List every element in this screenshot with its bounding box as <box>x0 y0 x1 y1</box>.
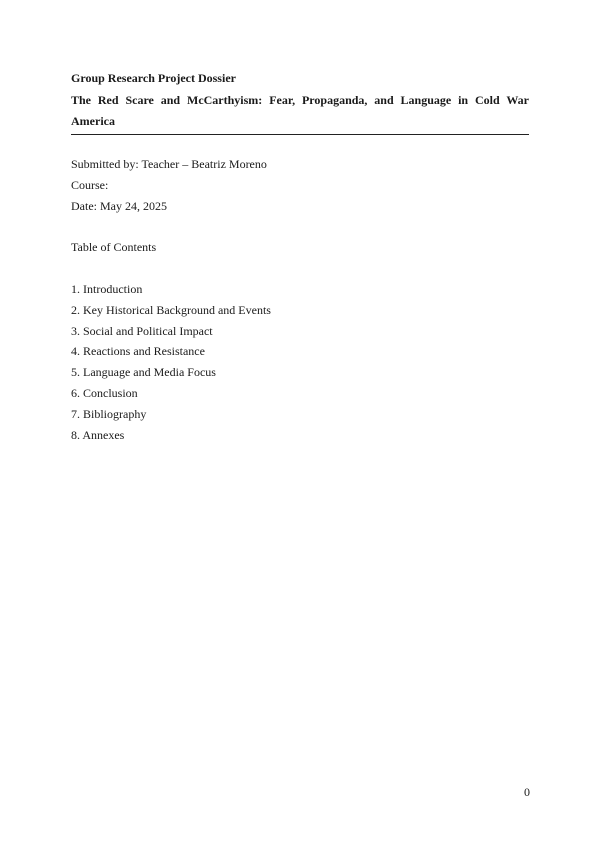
table-of-contents <box>71 279 271 445</box>
toc-item-language-media: 5. Language and Media Focus <box>71 365 216 380</box>
title-block <box>71 68 529 133</box>
toc-heading: Table of Contents <box>71 240 157 254</box>
submitted-by: Submitted by: Teacher – Beatriz Moreno <box>71 157 267 171</box>
title-divider <box>71 134 529 135</box>
toc-item-bibliography: 7. Bibliography <box>71 406 147 421</box>
dossier-label: Group Research Project Dossier <box>71 71 236 85</box>
toc-item-conclusion: 6. Conclusion <box>71 385 138 400</box>
toc-item-reactions-resistance: 4. Reactions and Resistance <box>71 344 205 359</box>
toc-item-introduction: 1. Introduction <box>71 282 143 296</box>
course-label: Course: <box>71 178 109 192</box>
toc-item-annexes: 8. Annexes <box>71 427 125 442</box>
page-number: 0 <box>524 785 530 799</box>
toc-item-historical-background: 2. Key Historical Background and Events <box>71 302 271 317</box>
submission-info <box>71 154 267 217</box>
toc-item-social-political-impact: 3. Social and Political Impact <box>71 323 213 338</box>
document-title: The Red Scare and McCarthyism: Fear, Propaganda, and Language in Cold War America <box>71 92 529 128</box>
submission-date: Date: May 24, 2025 <box>71 199 167 213</box>
